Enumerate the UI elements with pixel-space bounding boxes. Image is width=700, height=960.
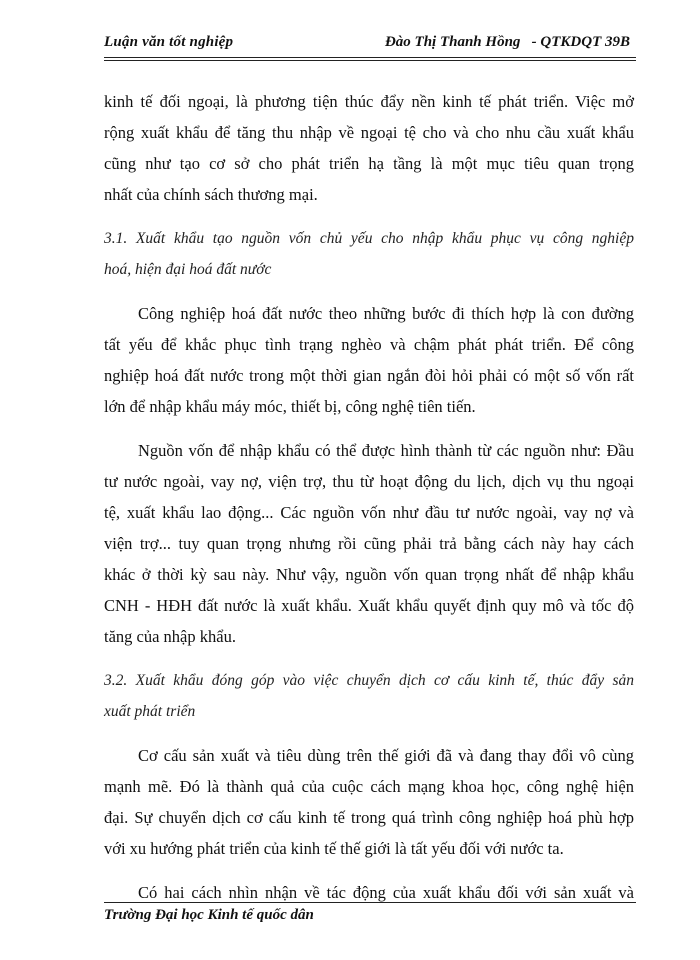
page-header — [104, 30, 634, 56]
text-line: Cơ cấu sản xuất và tiêu dùng trên thế giới đã và đang thay đổi vô cùng — [138, 746, 634, 765]
text-line: CNH - HĐH đất nước là xuất khẩu. Xuất khẩu quyết định quy mô và tốc độ — [104, 596, 634, 615]
section-heading-3-2 — [104, 665, 634, 727]
text-line: khác ở thời kỳ sau này. Như vậy, nguồn vốn quan trọng nhất để nhập khẩu — [104, 565, 634, 584]
section-heading-3-1 — [104, 223, 634, 285]
text-line: rộng xuất khẩu để tăng thu nhập về ngoại tệ cho và cho nhu cầu xuất khẩu — [104, 123, 634, 142]
text-line: tất yếu để khắc phục tình trạng nghèo và chậm phát phát triển. Để công — [104, 335, 634, 354]
text-line: tư nước ngoài, vay nợ, viện trợ, thu từ hoạt động du lịch, dịch vụ thu ngoại — [104, 472, 634, 491]
paragraph-5 — [104, 877, 634, 908]
text-line: cũng như tạo cơ sở cho phát triển hạ tầng là một mục tiêu quan trọng — [104, 154, 634, 173]
text-line: nghiệp hoá đất nước trong một thời gian ngắn đòi hỏi phải có một số vốn rất — [104, 366, 634, 385]
text-line: Có hai cách nhìn nhận về tác động của xuất khẩu đối với sản xuất và — [138, 883, 634, 902]
text-line: Nguồn vốn để nhập khẩu có thể được hình thành từ các nguồn như: Đầu — [138, 441, 634, 460]
heading-line: hoá, hiện đại hoá đất nước — [104, 261, 272, 278]
text-line: kinh tế đối ngoại, là phương tiện thúc đẩy nền kinh tế phát triển. Việc mở — [104, 92, 634, 111]
text-line: Công nghiệp hoá đất nước theo những bước đi thích hợp là con đường — [138, 304, 634, 323]
text-line: đại. Sự chuyển dịch cơ cấu kinh tế trong quá trình công nghiệp hoá phù hợp — [104, 808, 634, 827]
text-line: tệ, xuất khẩu lao động... Các nguồn vốn như đầu tư nước ngoài, vay nợ và — [104, 503, 634, 522]
text-line: nhất của chính sách thương mại. — [104, 185, 318, 204]
heading-line: xuất phát triển — [104, 703, 196, 720]
header-divider — [104, 57, 636, 61]
paragraph-1 — [104, 86, 634, 210]
text-line: lớn để nhập khẩu máy móc, thiết bị, công nghệ tiên tiến. — [104, 397, 476, 416]
heading-line: 3.1. Xuất khẩu tạo nguồn vốn chủ yếu cho nhập khẩu phục vụ công nghiệp — [104, 230, 634, 247]
page-body — [104, 86, 634, 908]
text-line: với xu hướng phát triển của kinh tế thế giới là tất yếu đối với nước ta. — [104, 839, 564, 858]
page-footer: Trường Đại học Kinh tế quốc dân — [104, 907, 314, 923]
text-line: mạnh mẽ. Đó là thành quả của cuộc cách mạng khoa học, công nghệ hiện — [104, 777, 634, 796]
header-author-class: Đào Thị Thanh Hồng - QTKDQT 39B — [384, 34, 630, 50]
header-thesis-title: Luận văn tốt nghiệp — [104, 34, 234, 50]
paragraph-4 — [104, 740, 634, 864]
heading-line: 3.2. Xuất khẩu đóng góp vào việc chuyển dịch cơ cấu kinh tế, thúc đẩy sản — [104, 672, 634, 689]
footer-divider — [104, 902, 636, 903]
paragraph-2 — [104, 298, 634, 422]
paragraph-3 — [104, 435, 634, 652]
text-line: tăng của nhập khẩu. — [104, 627, 236, 646]
text-line: viện trợ... tuy quan trọng nhưng rồi cũng phải trả bằng cách này hay cách — [104, 534, 634, 553]
